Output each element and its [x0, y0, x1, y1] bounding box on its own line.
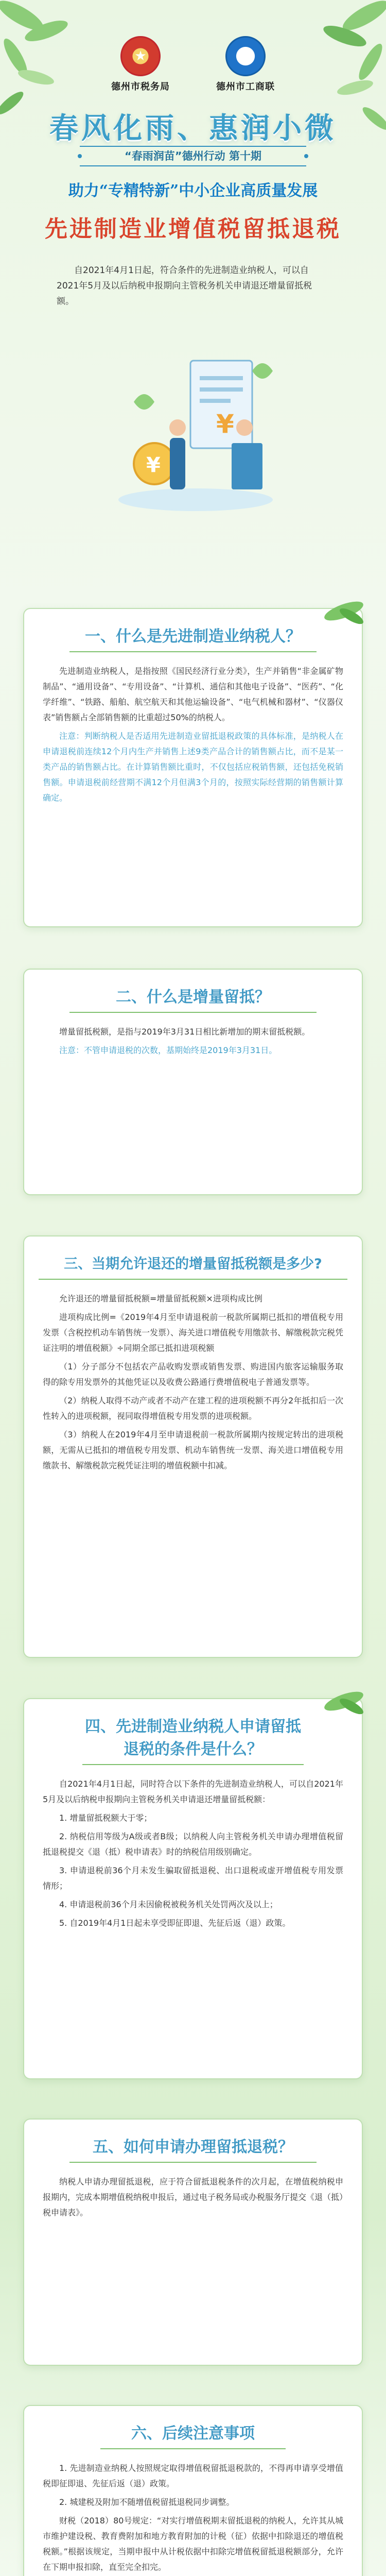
- dot-right-icon: [304, 154, 308, 158]
- section-paragraph: （1）分子部分不包括农产品收购发票或销售发票、购进国内旅客运输服务取得的除专用发票外的其他凭证以及收费公路通行费增值税电子普通发票等。: [43, 1362, 343, 1387]
- section-paragraph: 4. 申请退税前36个月未因偷税被税务机关处罚两次及以上；: [59, 1900, 278, 1909]
- tax-bureau-logo: [111, 36, 170, 93]
- section-paragraph: 纳税人申请办理留抵退税，应于符合留抵退税条件的次月起，在增值税纳税申报期内，完成本期增值税纳税申报后，通过电子税务局或办税服务厅提交《退（抵）税申请表》。: [43, 2177, 344, 2217]
- header-banner: [0, 0, 386, 577]
- svg-text:¥: ¥: [216, 409, 234, 439]
- section-paragraph: 1. 增量留抵税额大于零；: [59, 1813, 152, 1823]
- section-note: 注意：不管申请退税的次数，基期始终是2019年3月31日。: [59, 1045, 277, 1055]
- leaf-corner-icon: [321, 596, 367, 626]
- section-card-2: [23, 969, 363, 1195]
- section-paragraph: 增量留抵税额，是指与2019年3月31日相比新增加的期末留抵税额。: [59, 1027, 310, 1037]
- section-card-1: [23, 608, 363, 927]
- section-card-5: [23, 2119, 363, 2366]
- section-paragraph: 2. 纳税信用等级为A级或者B级；以纳税人向主管税务机关申请办理增值税留抵退税提交《退（抵）税申请表》时的纳税信用级别确定。: [43, 1832, 343, 1857]
- section-paragraph: 5. 自2019年4月1日起未享受即征即退、先征后返（退）政策。: [59, 1918, 291, 1928]
- intro-text: 自2021年4月1日起，符合条件的先进制造业纳税人，可以自2021年5月及以后纳税申报期向主管税务机关申请退还增量留抵税额。: [57, 265, 312, 307]
- svg-text:¥: ¥: [146, 453, 161, 477]
- section-title: 六、后续注意事项: [100, 2422, 286, 2449]
- section-paragraph: 3. 申请退税前36个月未发生骗取留抵退税、出口退税或虚开增值税专用发票情形；: [43, 1866, 343, 1891]
- logo-row: [0, 36, 386, 93]
- section-title: 一、什么是先进制造业纳税人？: [69, 625, 317, 652]
- biz-federation-name: 德州市工商联: [216, 81, 275, 92]
- section-card-3: [23, 1235, 363, 1658]
- section-paragraph: 进项构成比例=《2019年4月至申请退税前一税款所属期已抵扣的增值税专用发票（含税控机动车销售统一发票）、海关进口增值税专用缴款书、解缴税款完税凭证注明的增值税额》÷同期全部已抵扣进项税额: [43, 1312, 344, 1353]
- section-paragraph: 1. 先进制造业纳税人按照规定取得增值税留抵退税款的，不得再申请享受增值税即征即退、先征后返（退）政策。: [43, 2463, 343, 2488]
- tax-bureau-name: 德州市税务局: [111, 81, 170, 92]
- section-card-4: [23, 1698, 363, 2079]
- section-paragraph: 2. 城建税及附加不随增值税留抵退税同步调整。: [59, 2497, 235, 2507]
- page-title: 春风化雨、惠润小微: [49, 111, 337, 145]
- section-title: 五、如何申请办理留抵退税？: [69, 2136, 317, 2163]
- section-title: 四、先进制造业纳税人申请留抵退税的条件是什么？: [82, 1716, 304, 1765]
- biz-emblem-icon: ◎: [225, 36, 266, 76]
- section-paragraph: 财税（2018）80号规定：“对实行增值税期末留抵退税的纳税人，允许其从城市维护建设税、教育费附加和地方教育附加的计税（征）依据中扣除退还的增值税税额。”根据该规定，当期申报中从计税依据中扣除完增值税留抵退税额部分，允许在下期申报扣除，直至完全扣完。: [43, 2516, 343, 2572]
- section-card-6: [23, 2405, 363, 2576]
- section-paragraph: 先进制造业纳税人，是指按照《国民经济行业分类》，生产并销售“非金属矿物制品”、“通用设备”、“专用设备”、“计算机、通信和其他电子设备”、“医药”、“化学纤维”、“铁路、船舶、航空航天和其他运输设备”、“电气机械和器材”、“仪器仪表”销售额占全部销售额的比重超过50%的纳税人。: [43, 666, 343, 722]
- headline-primary: 助力“专精特新”中小企业高质量发展: [68, 182, 318, 200]
- dot-left-icon: [78, 154, 82, 158]
- section-paragraph: 自2021年4月1日起，同时符合以下条件的先进制造业纳税人，可以自2021年5月及以后纳税申报期向主管税务机关申请退还增量留抵税额：: [43, 1779, 343, 1804]
- section-note: 注意：判断纳税人是否适用先进制造业留抵退税政策的具体标准，是纳税人在申请退税前连续12个月内生产并销售上述9类产品合计的销售额占比，而不是某一类产品的销售额占比。在计算销售额比重时，不仅包括应税销售额，还包括免税销售额。申请退税前经营期不满12个月但满3个月的，按照实际经营期的销售额计算确定。: [43, 731, 343, 803]
- tax-refund-illustration-icon: [113, 340, 278, 515]
- series-label: [80, 146, 306, 166]
- section-paragraph: 允许退还的增量留抵税额=增量留抵税额×进项构成比例: [59, 1294, 262, 1303]
- section-paragraph: （3）纳税人在2019年4月至申请退税前一税款所属期内按规定转出的进项税额，无需从已抵扣的增值税专用发票、机动车销售统一发票、海关进口增值税专用缴款书、解缴税款完税凭证注明的增值税额中扣减。: [43, 1430, 343, 1470]
- section-title: 二、什么是增量留抵？: [69, 986, 317, 1013]
- section-paragraph: （2）纳税人取得不动产或者不动产在建工程的进项税额不再分2年抵扣后一次性转入的进项税额，视同取得增值税专用发票的进项税额。: [43, 1396, 343, 1421]
- section-title: 三、当期允许退还的增量留抵税额是多少?: [39, 1253, 347, 1280]
- headline-secondary: 先进制造业增值税留抵退税: [45, 216, 341, 242]
- biz-federation-logo: [216, 36, 275, 93]
- series-text: “春雨润苗”德州行动 第十期: [125, 150, 261, 162]
- leaf-corner-icon: [321, 1686, 367, 1717]
- tax-emblem-icon: ★: [120, 36, 161, 76]
